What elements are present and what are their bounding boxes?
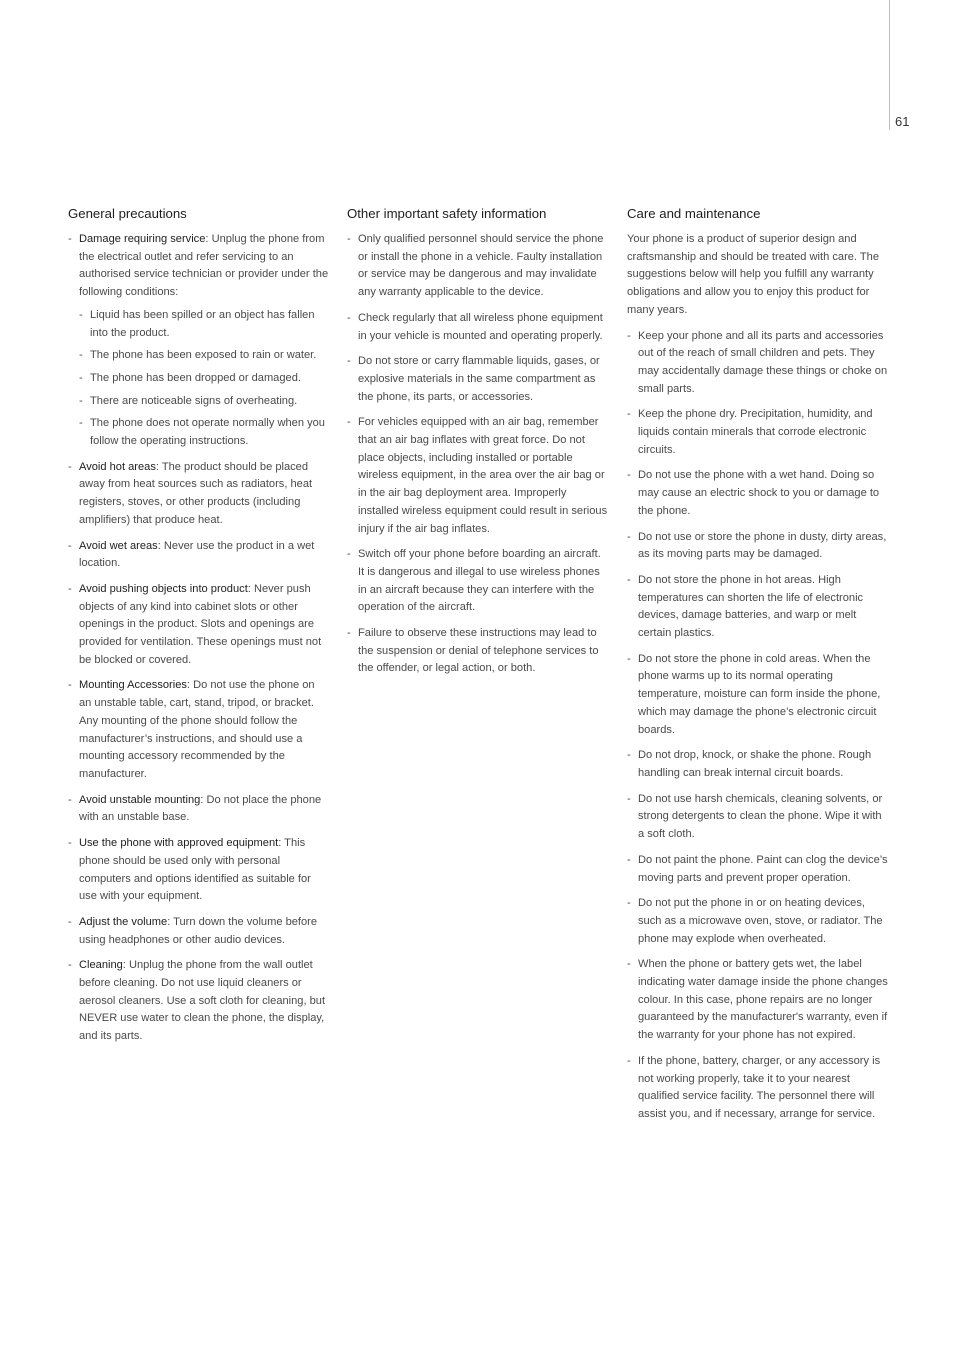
- page-margin-rule: [889, 0, 890, 130]
- list-item: - If the phone, battery, charger, or any accessory is not working properly, take it to your nearest qualified service facility. The personnel there will assist you, and if necessary, arrange for service.: [627, 1053, 889, 1124]
- item-term: Avoid pushing objects into product: [79, 582, 248, 595]
- list-item: - Keep your phone and all its parts and accessories out of the reach of small children and pets. They may accidentally damage these things or choke on small parts.: [627, 328, 889, 399]
- item-text: : Never use the product in a wet location.: [79, 539, 315, 570]
- item-term: Avoid hot areas: [79, 460, 156, 473]
- list-item: - Keep the phone dry. Precipitation, humidity, and liquids contain minerals that corrode electronic circuits.: [627, 406, 889, 459]
- item-text: : The product should be placed away from heat sources such as radiators, heat registers, stoves, or other products (including amplifiers) that produce heat.: [79, 460, 313, 526]
- list-item: [68, 459, 330, 530]
- item-text: : This phone should be used only with personal computers and options identified as suitable for use with your equipment.: [79, 837, 311, 903]
- list-item: [68, 792, 330, 827]
- item-text: : Do not place the phone with an unstable base.: [79, 793, 322, 824]
- item-term: Use the phone with approved equipment: [79, 837, 279, 850]
- list-item: - Failure to observe these instructions may lead to the suspension or denial of telephone services to the offender, or legal action, or both.: [347, 625, 609, 678]
- sub-list-item: - The phone has been exposed to rain or water.: [79, 347, 330, 365]
- item-term: Avoid unstable mounting: [79, 793, 201, 806]
- list-item: - Do not use or store the phone in dusty, dirty areas, as its moving parts may be damaged.: [627, 529, 889, 564]
- item-text: : Do not use the phone on an unstable table, cart, stand, tripod, or bracket. Any mounting of the phone should follow the manufacturer’s instructions, and should use a mounting accessory recommended by the manufacturer.: [79, 679, 315, 780]
- list-item: - Do not put the phone in or on heating devices, such as a microwave oven, stove, or radiator. The phone may explode when overheated.: [627, 895, 889, 948]
- safety-list: [347, 231, 609, 678]
- list-item: [68, 835, 330, 906]
- item-text: : Never push objects of any kind into cabinet slots or other openings in the product. Slots and openings are provided for ventilation. These openings must not be blocked or covered.: [79, 582, 322, 666]
- sub-list-item: - Liquid has been spilled or an object has fallen into the product.: [79, 307, 330, 342]
- item-term: Damage requiring service: [79, 233, 206, 245]
- list-item: - Do not store or carry flammable liquids, gases, or explosive materials in the same compartment as the phone, its parts, or accessories.: [347, 353, 609, 406]
- item-text: : Unplug the phone from the wall outlet before cleaning. Do not use liquid cleaners or aerosol cleaners. Use a soft cloth for cleaning, but NEVER use water to clean the phone, the display, and its parts.: [79, 959, 326, 1043]
- list-item: [68, 957, 330, 1046]
- intro-paragraph: Your phone is a product of superior design and craftsmanship and should be treated with care. The suggestions below will help you fulfill any warranty obligations and allow you to enjoy this product for many years.: [627, 233, 880, 316]
- list-item: [68, 581, 330, 670]
- item-term: Adjust the volume: [79, 915, 168, 928]
- list-item: - Do not paint the phone. Paint can clog the device’s moving parts and prevent proper operation.: [627, 852, 889, 887]
- list-item: - When the phone or battery gets wet, the label indicating water damage inside the phone changes colour. In this case, phone repairs are no longer guaranteed by the manufacturer's warranty, even if the warranty for your phone has not expired.: [627, 956, 889, 1045]
- list-item: - Do not drop, knock, or shake the phone. Rough handling can break internal circuit boards.: [627, 747, 889, 782]
- list-item: - Only qualified personnel should service the phone or install the phone in a vehicle. Faulty installation or service may be dangerous and may invalidate any warranty applicable to the device.: [347, 231, 609, 302]
- list-item: - For vehicles equipped with an air bag, remember that an air bag inflates with great force. Do not place objects, including installed or portable wireless equipment, in the area over the air bag or in the air bag deployment area. Improperly installed wireless equipment could result in serious injury if the air bag inflates.: [347, 414, 609, 538]
- care-list: [627, 328, 889, 1124]
- section-heading: General precautions: [68, 206, 187, 221]
- list-item: - Do not store the phone in cold areas. When the phone warms up to its normal operating temperature, moisture can form inside the phone, which may damage the phone’s electronic circuit boards.: [627, 651, 889, 740]
- list-item: [68, 538, 330, 573]
- item-term: Mounting Accessories: [79, 679, 187, 692]
- item-text: : Unplug the phone from the electrical outlet and refer servicing to an authorised service technician or provider under the following conditions:: [79, 233, 329, 299]
- page-number: 61: [895, 114, 910, 129]
- conditions-sublist: [79, 307, 330, 451]
- care-maintenance-section: [627, 205, 889, 1132]
- safety-information-section: [347, 205, 609, 686]
- sub-list-item: - The phone has been dropped or damaged.: [79, 370, 330, 388]
- sub-list-item: - The phone does not operate normally when you follow the operating instructions.: [79, 415, 330, 450]
- list-item: - Do not use harsh chemicals, cleaning solvents, or strong detergents to clean the phone. Wipe it with a soft cloth.: [627, 791, 889, 844]
- list-item: - Do not store the phone in hot areas. High temperatures can shorten the life of electronic devices, damage batteries, and warp or melt certain plastics.: [627, 572, 889, 643]
- list-item: [68, 914, 330, 949]
- general-precautions-section: [68, 205, 330, 1054]
- section-heading: Care and maintenance: [627, 206, 761, 221]
- sub-list-item: - There are noticeable signs of overheating.: [79, 393, 330, 411]
- item-text: : Turn down the volume before using headphones or other audio devices.: [79, 915, 318, 946]
- list-item: [68, 677, 330, 783]
- list-item: - Do not use the phone with a wet hand. Doing so may cause an electric shock to you or damage to the phone.: [627, 467, 889, 520]
- section-heading: Other important safety information: [347, 206, 547, 221]
- list-item: [68, 231, 330, 451]
- list-item: - Switch off your phone before boarding an aircraft. It is dangerous and illegal to use wireless phones in an aircraft because they can interfere with the operation of the aircraft.: [347, 546, 609, 617]
- item-term: Cleaning: [79, 959, 123, 972]
- list-item: - Check regularly that all wireless phone equipment in your vehicle is mounted and operating properly.: [347, 310, 609, 345]
- item-term: Avoid wet areas: [79, 539, 158, 552]
- precautions-list: [68, 231, 330, 1046]
